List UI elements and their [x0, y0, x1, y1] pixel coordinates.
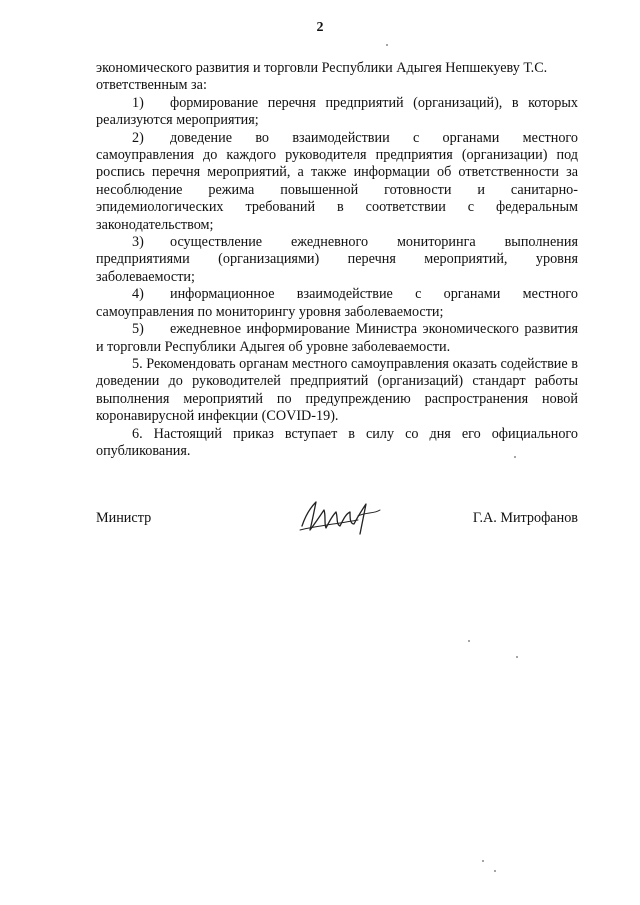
list-item-text: формирование перечня предприятий (организаций), в которых реализуются мероприятия;	[96, 94, 578, 129]
list-item	[96, 130, 578, 234]
scan-speck	[386, 44, 388, 46]
list-item-number: 2)	[132, 129, 144, 146]
paragraph-5: 5. Рекомендовать органам местного самоуправления оказать содействие в доведении до руководителей предприятий (организаций) стандарт работы выполнения мероприятий по предупреждению распространения новой коронавирусной инфекции (COVID-19).	[96, 355, 578, 425]
paragraph-6: 6. Настоящий приказ вступает в силу со дня его официального опубликования.	[96, 425, 578, 459]
handwritten-signature	[296, 496, 386, 538]
list-item-text: ежедневное информирование Министра экономического развития и торговли Республики Адыгея об уровне заболеваемости.	[96, 321, 578, 355]
scan-speck	[482, 860, 484, 862]
scan-speck	[468, 640, 470, 642]
list-item-number: 5)	[132, 321, 144, 338]
list-item	[96, 95, 578, 130]
list-item-number: 4)	[132, 286, 144, 303]
list-item-text: информационное взаимодействие с органами местного самоуправления по мониторингу уровня заболеваемости;	[96, 286, 578, 320]
list-item	[96, 286, 578, 321]
document-body	[96, 60, 578, 460]
scan-speck	[514, 456, 516, 458]
list-item	[96, 321, 578, 356]
list-item-number: 3)	[132, 234, 144, 251]
list-item	[96, 234, 578, 286]
list-item-text: осуществление ежедневного мониторинга выполнения предприятиями (организациями) перечня мероприятий, уровня заболеваемости;	[96, 234, 578, 285]
signer-title: Министр	[96, 510, 152, 526]
signature-block	[96, 504, 578, 554]
list-item-text: доведение во взаимодействии с органами местного самоуправления до каждого руководителя предприятия (организации) под роспись перечня мероприятий, а также информации об ответственности за несоблюдение режима повышенной готовности и санитарно-эпидемиологических требований в соответствии с федеральным законодательством;	[96, 129, 578, 233]
signer-name: Г.А. Митрофанов	[472, 510, 578, 526]
intro-line-1: экономического развития и торговли Республики Адыгея Непшекуеву Т.С.	[96, 60, 548, 76]
page-number: 2	[316, 20, 324, 35]
scan-speck	[494, 870, 496, 872]
intro-line-2: ответственным за:	[96, 77, 207, 94]
list-item-number: 1)	[132, 94, 144, 111]
scan-speck	[516, 656, 518, 658]
